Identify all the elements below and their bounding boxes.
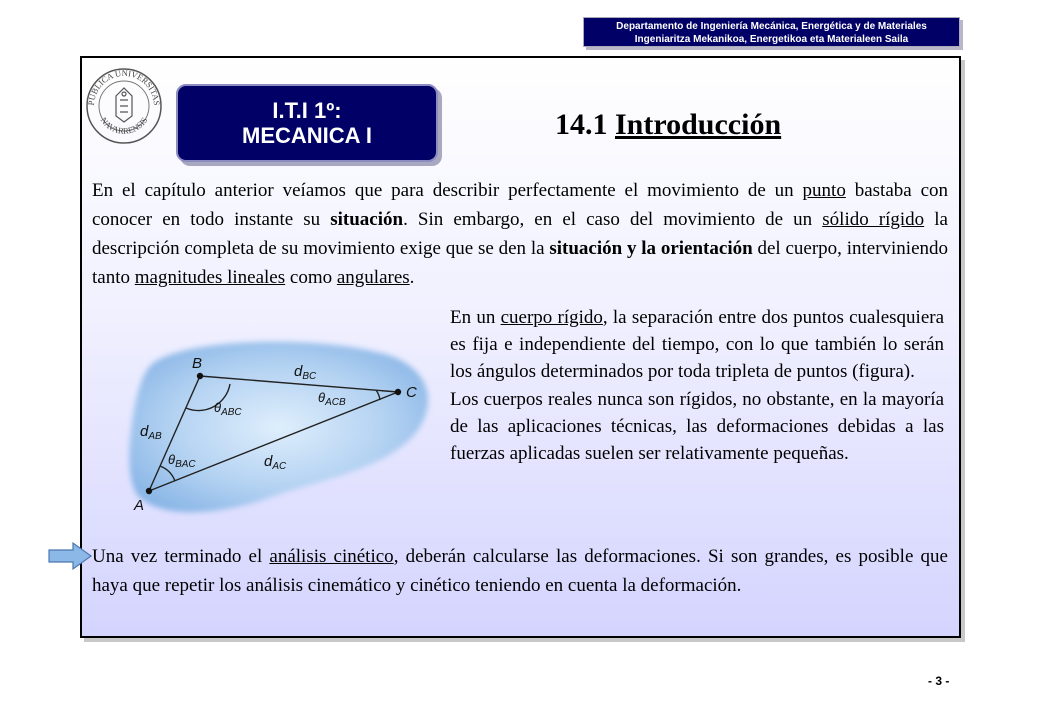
course-code: I.T.I 1º: (272, 98, 342, 123)
page-title (555, 108, 781, 142)
page-number: - 3 - (928, 674, 950, 688)
course-name: MECANICA I (242, 123, 372, 148)
text-run: . (409, 267, 415, 288)
point-c-marker (395, 389, 401, 395)
text-run: , deberán calcularse las deformaciones. Si son grandes, es posible que haya que repetir los análisis cinemático y cinético teniendo en cuenta la deformación. (92, 546, 948, 596)
label-d-bc: $d_{BC}$ (294, 363, 317, 382)
point-b-marker (197, 373, 203, 379)
text-run: bastaba con conocer en todo instante su (92, 180, 948, 230)
point-c-label: C (406, 384, 417, 401)
label-theta-abc: $\theta_{ABC}$ (214, 400, 242, 418)
text-run: como (285, 267, 337, 288)
department-name-es: Departamento de Ingeniería Mecánica, Energética y de Materiales (616, 21, 927, 32)
term-punto: punto (802, 180, 846, 201)
real-bodies-paragraph: Los cuerpos reales nunca son rígidos, no obstante, en la mayoría de las aplicaciones técnicas, las deformaciones debidas a las fuerzas aplicadas suelen ser relativamente pequeñas. (450, 388, 944, 465)
point-b-label: B (192, 355, 203, 372)
term-cuerpo-rigido: cuerpo rígido (500, 307, 603, 328)
label-theta-acb: $\theta_{ACB}$ (318, 390, 346, 408)
label-theta-bac: $\theta_{BAC}$ (168, 452, 196, 470)
term-solido-rigido: sólido rígido (822, 209, 925, 230)
intro-paragraph (92, 176, 948, 292)
text-run: . Sin embargo, en el caso del movimiento de un (403, 209, 823, 230)
term-magnitudes-lineales: magnitudes lineales (134, 267, 286, 288)
svg-text:PUBLICA UNIVERSITAS: PUBLICA UNIVERSITAS (85, 67, 163, 106)
point-a-marker (146, 488, 152, 494)
department-name-eu: Ingeniaritza Mekanikoa, Energetikoa eta Materialeen Saila (634, 34, 909, 45)
arrow-bullet-icon (47, 541, 93, 571)
term-situacion: situación (330, 209, 404, 230)
term-angulares: angulares (336, 267, 410, 288)
department-banner (583, 17, 960, 47)
course-badge (176, 84, 438, 162)
text-run: Una vez terminado el (92, 546, 270, 567)
label-d-ab: $d_{AB}$ (140, 423, 162, 442)
text-run: la descripción completa de su movimiento exige que se den la (92, 209, 948, 259)
text-run: del cuerpo, interviniendo tanto (92, 238, 949, 288)
rigid-body-figure (118, 330, 440, 520)
university-seal-logo (84, 66, 164, 146)
rigid-body-paragraph (450, 304, 944, 386)
deformation-paragraph (92, 542, 948, 600)
term-situacion-orientacion: situación y la orientación (549, 238, 753, 259)
title-text: Introducción (615, 108, 782, 141)
rigid-body-text (450, 304, 944, 467)
term-analisis-cinetico: análisis cinético (269, 546, 394, 567)
label-d-ac: $d_{AC}$ (264, 453, 287, 472)
text-run: En un (450, 307, 501, 328)
point-a-label: A (134, 497, 145, 514)
text-run: , la separación entre dos puntos cualesquiera es fija e independiente del tiempo, con lo que también lo serán los ángulos determinados por toda tripleta de puntos (figura). (450, 307, 945, 383)
svg-text:NAVARRENSIS: NAVARRENSIS (98, 115, 150, 136)
rigid-body-shape (129, 342, 428, 513)
title-number: 14.1 (555, 108, 608, 141)
text-run: En el capítulo anterior veíamos que para describir perfectamente el movimiento de un (92, 180, 803, 201)
